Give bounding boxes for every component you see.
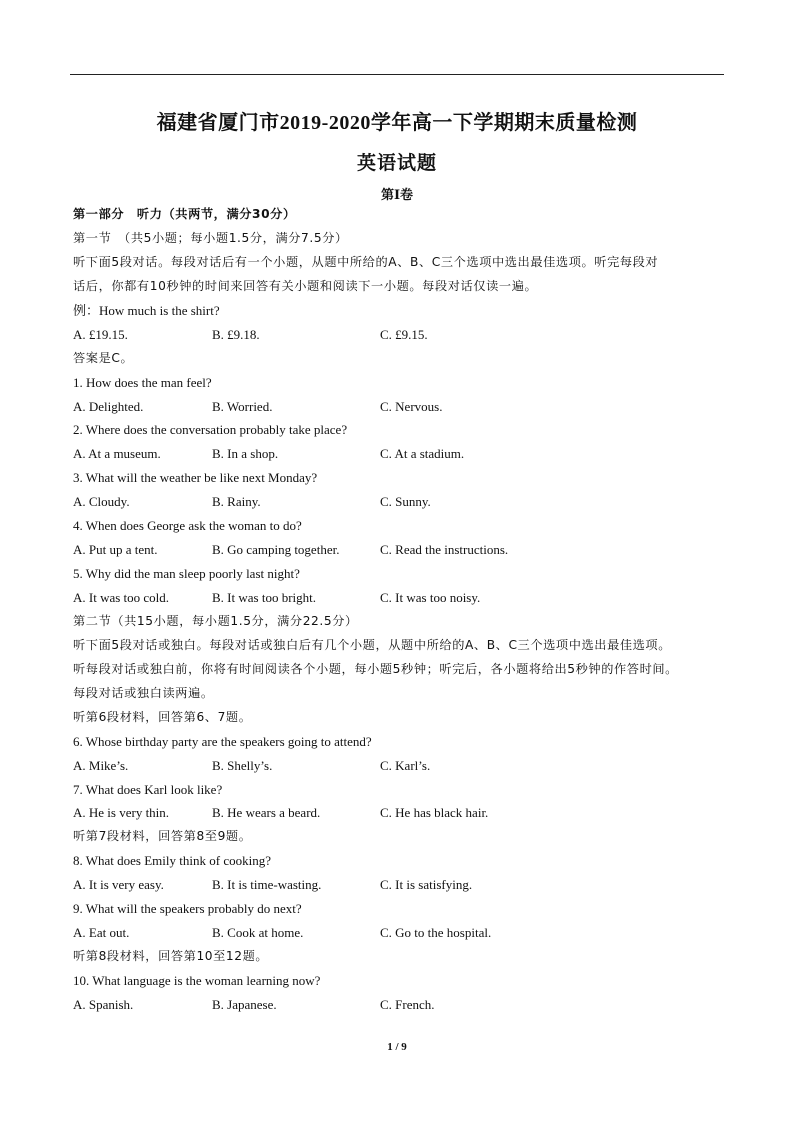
option-c: C. Nervous. [380,398,443,414]
material-note: 听第7段材料，回答第8至9题。 [73,829,252,844]
question-options [73,395,733,419]
option-b: B. It was too bright. [212,590,316,605]
option-b: B. Japanese. [212,996,277,1012]
question-options [73,801,733,825]
question-options [73,586,733,610]
question-text: 2. Where does the conversation probably take place? [73,422,348,438]
option-b: B. Worried. [212,398,273,414]
option-a: A. Delighted. [73,398,144,414]
option-b: B. Rainy. [212,494,261,510]
option-c: C. Sunny. [380,494,431,510]
question-text: 8. What does Emily think of cooking? [73,853,271,869]
option-a: A. At a museum. [73,446,161,462]
option-c: C. Karl’s. [380,757,431,773]
question-text: 7. What does Karl look like? [73,781,223,797]
section2-heading: 第二节（共15小题，每小题1.5分，满分22.5分） [73,613,358,628]
question-text: 4. When does George ask the woman to do? [73,518,302,534]
option-b: B. Shelly’s. [212,757,273,773]
example-question: 例：How much is the shirt? [73,302,220,318]
option-b: B. He wears a beard. [212,805,321,821]
example-answer: 答案是C。 [73,350,134,365]
question-options [73,921,733,945]
option-a: A. Cloudy. [73,494,130,510]
question-options [73,538,733,562]
section2-instruction: 听每段对话或独白前，你将有时间阅读各个小题，每小题5秒钟；听完后，各小题将给出5秒钟的作答时间。 [73,661,678,676]
question-text: 6. Whose birthday party are the speakers going to attend? [73,733,372,749]
option-b: B. Cook at home. [212,925,304,941]
option-c: C. He has black hair. [380,805,489,821]
option-a: A. He is very thin. [73,805,170,821]
question-text: 3. What will the weather be like next Monday? [73,470,318,486]
header-rule [70,74,724,75]
question-options [73,490,733,514]
document-title: 福建省厦门市2019-2020学年高一下学期期末质量检测 [156,112,638,134]
section2-instruction: 每段对话或独白读两遍。 [73,685,214,700]
section1-heading: 第一节 （共5小题；每小题1.5分，满分7.5分） [73,230,348,245]
question-options [73,754,733,778]
option-b: B. Go camping together. [212,542,340,558]
section1-instruction: 听下面5段对话。每段对话后有一个小题，从题中所给的A、B、C三个选项中选出最佳选项。听完每段对 [73,254,659,269]
document-subtitle: 英语试题 [356,153,437,174]
option-a: A. £19.15. [73,326,128,342]
option-a: A. Spanish. [73,996,134,1012]
section1-instruction: 话后，你都有10秒钟的时间来回答有关小题和阅读下一小题。每段对话仅读一遍。 [73,278,538,293]
question-text: 10. What language is the woman learning now? [73,973,321,988]
option-a: A. Mike’s. [73,757,129,773]
question-options [73,442,733,466]
option-c: C. Go to the hospital. [380,925,492,941]
option-c: C. It was too noisy. [380,590,481,605]
example-options [73,323,733,347]
page-number: 1 / 9 [387,1041,407,1053]
question-text: 9. What will the speakers probably do next? [73,901,302,917]
option-c: C. At a stadium. [380,446,465,462]
question-text: 1. How does the man feel? [73,374,212,390]
question-options [73,993,733,1017]
document-body [73,203,733,1017]
option-b: B. £9.18. [212,326,260,342]
option-b: B. It is time-wasting. [212,877,322,893]
option-a: A. Put up a tent. [73,542,158,558]
option-a: A. Eat out. [73,925,130,941]
option-a: A. It was too cold. [73,590,170,605]
part1-heading: 第一部分 听力（共两节，满分30分） [73,207,296,221]
material-note: 听第8段材料，回答第10至12题。 [73,949,269,964]
material-note: 听第6段材料，回答第6、7题。 [73,709,252,724]
option-c: C. Read the instructions. [380,542,509,558]
volume-label: 第Ⅰ卷 [380,187,414,202]
option-c: C. £9.15. [380,326,428,342]
section2-instruction: 听下面5段对话或独白。每段对话或独白后有几个小题，从题中所给的A、B、C三个选项中选出最佳选项。 [73,637,672,652]
option-a: A. It is very easy. [73,877,164,893]
option-c: C. French. [380,996,435,1012]
option-b: B. In a shop. [212,446,279,462]
question-text: 5. Why did the man sleep poorly last night? [73,566,300,582]
question-options [73,873,733,897]
option-c: C. It is satisfying. [380,877,473,893]
